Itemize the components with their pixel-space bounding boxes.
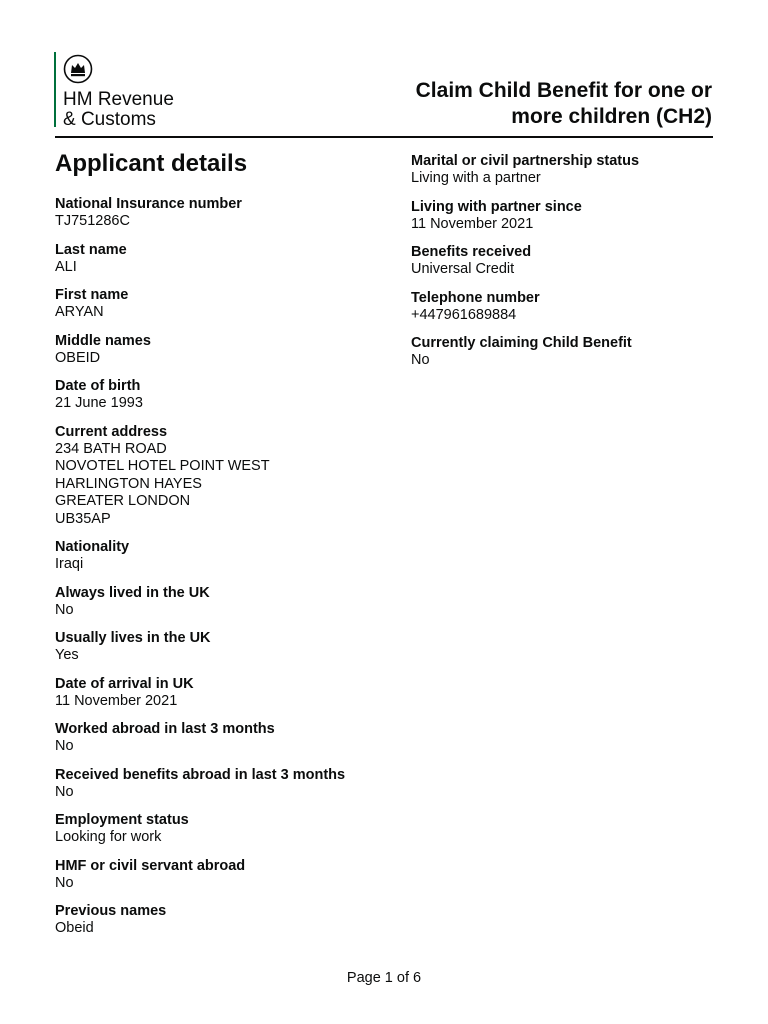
logo-bar xyxy=(54,52,56,127)
field-nationality xyxy=(55,539,395,574)
field-value: Living with a partner xyxy=(411,170,541,186)
field-national-insurance-number xyxy=(55,196,395,231)
address-line: NOVOTEL HOTEL POINT WEST xyxy=(55,458,270,474)
header-divider xyxy=(55,136,713,138)
field-value: Obeid xyxy=(55,920,94,936)
field-label: Telephone number xyxy=(411,289,540,306)
field-value: Iraqi xyxy=(55,556,84,572)
org-name-line1: HM Revenue xyxy=(63,89,174,110)
field-label: Last name xyxy=(55,241,127,258)
field-value: ARYAN xyxy=(55,304,104,320)
field-label: Nationality xyxy=(55,539,130,555)
field-label: Received benefits abroad in last 3 months xyxy=(55,766,346,783)
form-title-line2: more children (CH2) xyxy=(511,105,712,128)
field-value: No xyxy=(55,874,74,891)
field-value: 21 June 1993 xyxy=(55,395,143,411)
field-telephone-number xyxy=(411,290,721,325)
field-label: Currently claiming Child Benefit xyxy=(411,335,632,351)
form-title xyxy=(352,78,712,130)
field-currently-claiming xyxy=(411,335,721,370)
field-value: Universal Credit xyxy=(411,261,515,277)
field-value: +447961689884 xyxy=(411,306,517,323)
field-value: No xyxy=(411,352,430,368)
field-value: No xyxy=(55,601,74,618)
field-label: Worked abroad in last 3 months xyxy=(55,721,275,737)
field-value: Yes xyxy=(55,647,79,663)
field-living-with-partner-since xyxy=(411,199,721,234)
field-value: No xyxy=(55,738,74,754)
field-middle-names xyxy=(55,333,395,368)
page-number: Page 1 of 6 xyxy=(346,970,422,986)
form-title-line1: Claim Child Benefit for one or xyxy=(415,79,712,102)
address-line: GREATER LONDON xyxy=(55,493,191,509)
field-worked-abroad xyxy=(55,721,395,756)
address-postcode: UB35AP xyxy=(55,510,111,527)
field-first-name xyxy=(55,287,395,322)
field-hmf-or-civil-servant xyxy=(55,858,395,893)
field-date-of-birth xyxy=(55,378,395,413)
field-always-lived-in-uk xyxy=(55,585,395,620)
field-label: Current address xyxy=(55,423,168,440)
field-employment-status xyxy=(55,812,395,847)
field-usually-lives-in-uk xyxy=(55,630,395,665)
field-benefits-received xyxy=(411,244,721,279)
field-label: Usually lives in the UK xyxy=(55,630,211,646)
field-marital-status xyxy=(411,153,721,188)
applicant-fields-left xyxy=(55,196,395,949)
field-label: Employment status xyxy=(55,812,189,828)
field-label: Date of birth xyxy=(55,378,141,394)
field-value: No xyxy=(55,783,74,800)
hmrc-logo xyxy=(54,52,194,130)
address-line: HARLINGTON HAYES xyxy=(55,475,202,492)
field-label: Middle names xyxy=(55,332,151,349)
field-received-benefits-abroad xyxy=(55,767,395,802)
field-last-name xyxy=(55,242,395,277)
field-value: ALI xyxy=(55,258,77,275)
field-label: Date of arrival in UK xyxy=(55,675,194,692)
field-label: Living with partner since xyxy=(411,198,582,215)
field-date-of-arrival xyxy=(55,676,395,711)
crown-crest-icon xyxy=(63,54,93,84)
field-label: First name xyxy=(55,287,129,303)
section-heading: Applicant details xyxy=(55,150,248,177)
field-label: Always lived in the UK xyxy=(55,584,210,601)
field-label: HMF or civil servant abroad xyxy=(55,857,246,874)
org-name-line2: & Customs xyxy=(63,109,156,130)
address-line: 234 BATH ROAD xyxy=(55,440,167,457)
field-previous-names xyxy=(55,903,395,938)
field-value: TJ751286C xyxy=(55,213,130,229)
field-label: Benefits received xyxy=(411,244,532,260)
field-current-address xyxy=(55,424,395,529)
field-value: 11 November 2021 xyxy=(411,215,534,232)
applicant-fields-right xyxy=(411,153,721,381)
field-value: Looking for work xyxy=(55,829,162,845)
field-label: National Insurance number xyxy=(55,196,242,212)
field-value: 11 November 2021 xyxy=(55,692,178,709)
field-label: Marital or civil partnership status xyxy=(411,153,640,169)
field-label: Previous names xyxy=(55,903,167,919)
field-value: OBEID xyxy=(55,349,101,366)
